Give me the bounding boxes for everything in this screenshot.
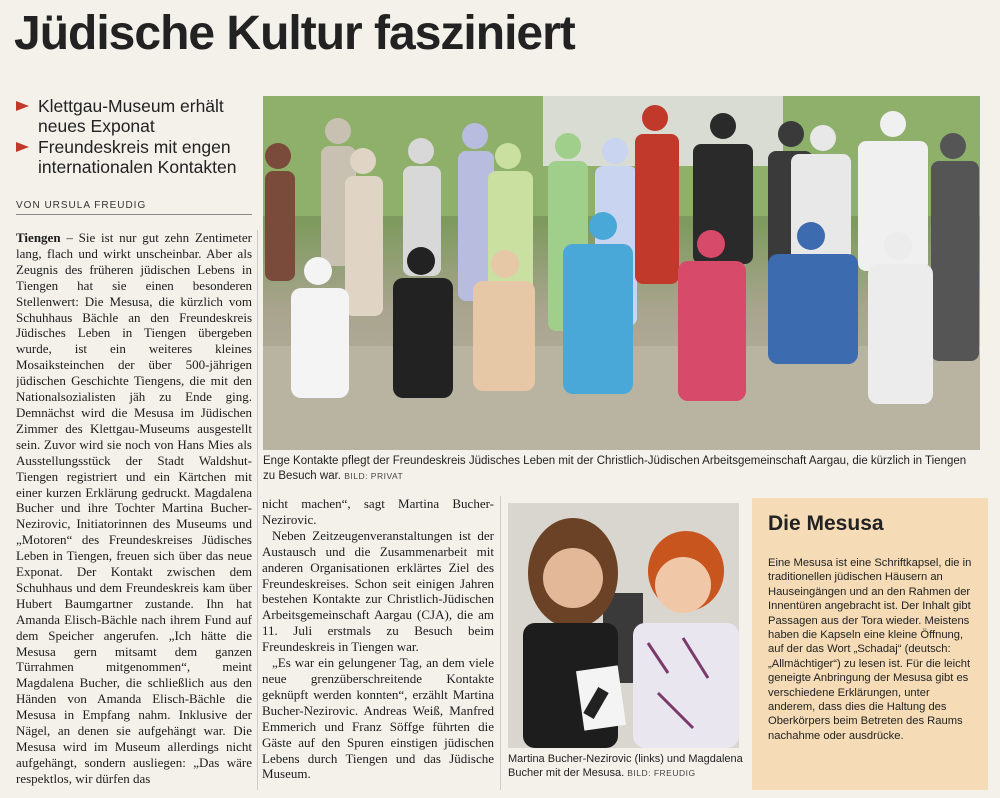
article-column-2 [262, 496, 494, 790]
mesusa-photo [508, 503, 739, 748]
infobox-title: Die Mesusa [768, 512, 884, 535]
article-paragraph: „Es war ein gelungener Tag, an dem viele neue grenzüberschreitende Kontakte geknüpft werden konnten“, erzählt Martina Bucher-Nezirovic. Andreas Weiß, Manfred Emmerich und Franz Söffge führten die Gäste auf den Spuren einstigen jüdischen Lebens durch Tiengen und das Jüdische Museum. [262, 655, 494, 782]
mesusa-photo-caption: Martina Bucher-Nezirovic (links) und Magdalena Bucher mit der Mesusa. BILD: FREUDIG [508, 753, 743, 779]
arrow-bullet-icon [16, 101, 29, 111]
headline: Jüdische Kultur fasziniert [14, 7, 575, 60]
mesusa-photo-illustration [508, 503, 739, 748]
byline: VON URSULA FREUDIG [16, 200, 252, 215]
photo-caption: Enge Kontakte pflegt der Freundeskreis Jüdisches Leben mit der Christlich-Jüdischen Arbeitsgemeinschaft Aargau, die kürzlich in Tiengen zu Besuch war. BILD: PRIVAT [263, 455, 967, 482]
article-column-1 [16, 230, 252, 790]
subheadline-item: Klettgau-Museum erhält neues Exponat [16, 96, 256, 136]
subheadline-list [16, 96, 256, 178]
column-divider [257, 230, 258, 790]
column-divider [500, 496, 501, 790]
group-photo [263, 96, 980, 450]
article-paragraph: nicht machen“, sagt Martina Bucher-Nezirovic. [262, 496, 494, 527]
lead-place: Tiengen [16, 230, 61, 245]
photo-credit: BILD: PRIVAT [344, 470, 404, 481]
article-paragraph: Neben Zeitzeugenveranstaltungen ist der Austausch und die Zusammenarbeit mit anderen Organisationen erklärtes Ziel des Freundeskreises. Schon seit einigen Jahren bestehen Kontakte zur Christlich-Jüdischen Arbeitsgemeinschaft Aargau (CJA), die am 11. Juli erstmals zu Besuch beim Freundeskreis in Tiengen war. [262, 527, 494, 655]
article-paragraph: Tiengen – Sie ist nur gut zehn Zentimeter lang, flach und wirkt unscheinbar. Aber als Zeugnis des früheren jüdischen Lebens in Tiengen hat sie einen besonderen Stellenwert: Die Mesusa, die kürzlich vom Schuhhaus Bächle an den Freundeskreis Jüdisches Leben in Tiengen übergeben wurde, ist ein weiteres kleines Mosaiksteinchen der über 500-jährigen jüdischen Geschichte Tiengens, die mit den Nationalsozialisten jäh zu Ende ging. Demnächst wird die Mesusa im Jüdischen Zimmer des Klettgau-Museums ausgestellt sein. Zuvor wird sie noch von Hans Mies als Ausstellungsstück der Stadt Waldshut-Tiengen registriert und ein Kärtchen mit einer kurzen Erklärung gedruckt. Magdalena Bucher und ihre Tochter Martina Bucher-Nezirovic, Initiatorinnen des Museums und „Motoren“ des Freundeskreises Jüdisches Leben in Tiengen, freuen sich über das neue Exponat. Der Kontakt zwischen dem Schuhhaus und dem Freundeskreis kam über Hubert Baumgartner zustande. Ihn hat Amanda Elisch-Bächle nach ihrem Fund auf dem Speicher angerufen. „Ich hätte die Mesusa gern mitsamt dem ganzen Türrahmen mitgenommen“, meint Magdalena Bucher, die schließlich aus den Händen von Amanda Elisch-Bächle die Mesusa in Empfang nahm. Inklusive der Nägel, an denen sie aufgehängt war. Die Mesusa wird im Museum allerdings nicht aufgehängt, sondern ausliegen: „Das wäre respektlos, wir dürfen das [16, 230, 252, 786]
infobox-text: Eine Mesusa ist eine Schriftkapsel, die in traditionellen jüdischen Häusern an Hauseingängen und an den Rahmen der Innentüren angebracht ist. Der Inhalt gibt Passagen aus der Tora wieder. Meistens haben die Kapseln eine kleine Öffnung, auf der das Wort „Schadaj“ (deutsch: „Allmächtiger“) zu lesen ist. Für die leicht geneigte Anbringung der Mesusa gibt es verschiedene Erklärungen, unter anderem, dass dies die Haltung des Oberkörpers beim Betreten des Raums nachahme oder ausdrücke. [768, 557, 972, 742]
arrow-bullet-icon [16, 142, 29, 152]
mesusa-photo-credit: BILD: FREUDIG [627, 768, 696, 778]
subheadline-item: Freundeskreis mit engen internationalen Kontakten [16, 137, 256, 177]
infobox-mesusa [752, 498, 988, 790]
group-photo-illustration [263, 96, 980, 450]
